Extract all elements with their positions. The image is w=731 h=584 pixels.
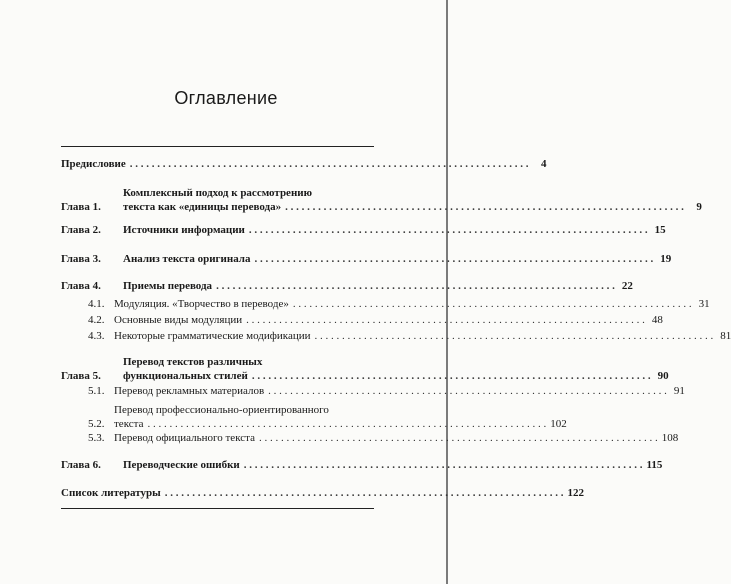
toc-label: Перевод рекламных материалов <box>114 385 265 397</box>
toc-page: 48 <box>651 314 663 326</box>
toc-label: Источники информации <box>123 224 245 236</box>
toc-entry-chapter-3 <box>61 252 672 266</box>
dot-leader <box>246 313 645 327</box>
dot-leader <box>293 297 692 311</box>
toc-entry-section-5-3 <box>88 431 679 445</box>
toc-entry-chapter-6 <box>61 458 663 472</box>
toc-number: Глава 4. <box>61 280 101 292</box>
toc-label-line-2: текста как «единицы перевода» <box>123 201 282 213</box>
dot-leader <box>216 279 615 293</box>
toc-label-line-1: Комплексный подход к рассмотрению <box>123 187 313 199</box>
toc-number: 5.3. <box>88 432 105 444</box>
top-rule <box>61 146 374 147</box>
toc-page: 115 <box>646 459 663 471</box>
toc-entry-chapter-4 <box>61 279 633 293</box>
toc-page: 81 <box>720 330 731 342</box>
toc-page: 122 <box>567 487 584 499</box>
toc-number: Глава 6. <box>61 459 101 471</box>
toc-entry-section-5-1 <box>88 384 685 398</box>
toc-label: Анализ текста оригинала <box>123 253 251 265</box>
toc-number: 4.3. <box>88 330 105 342</box>
toc-page: 108 <box>661 432 679 444</box>
dot-leader <box>147 417 546 431</box>
toc-page: 31 <box>698 298 710 310</box>
toc-number: Глава 2. <box>61 224 101 236</box>
toc-entry-preface <box>61 157 547 171</box>
toc-page: 91 <box>673 385 685 397</box>
dot-leader <box>314 329 713 343</box>
toc-label: Переводческие ошибки <box>123 459 240 471</box>
toc-page: 102 <box>550 418 567 430</box>
toc-entry-references <box>61 486 584 500</box>
dot-leader <box>252 369 651 383</box>
toc-label: Основные виды модуляции <box>114 314 243 326</box>
toc-label-line-2: текста <box>114 418 144 430</box>
toc-number: 4.2. <box>88 314 105 326</box>
dot-leader <box>259 431 658 445</box>
dot-leader <box>268 384 667 398</box>
toc-entry-chapter-2 <box>61 223 666 237</box>
dot-leader <box>254 252 653 266</box>
toc-label: Приемы перевода <box>123 280 213 292</box>
toc-label-line-1: Перевод профессионально-ориентированного <box>114 404 329 416</box>
toc-label: Предисловие <box>61 158 126 170</box>
toc-page: 4 <box>541 158 547 170</box>
toc-label: Перевод официального текста <box>114 432 255 444</box>
dot-leader <box>130 157 529 171</box>
dot-leader <box>285 200 684 214</box>
toc-label-line-2: функциональных стилей <box>123 370 248 382</box>
toc-page: 15 <box>654 224 666 236</box>
toc-label: Некоторые грамматические модификации <box>114 330 311 342</box>
toc-number: Глава 3. <box>61 253 101 265</box>
toc-number: Глава 1. <box>61 201 101 213</box>
toc-page: 22 <box>621 280 633 292</box>
dot-leader <box>244 458 643 472</box>
toc-entry-section-4-1 <box>88 297 710 311</box>
toc-number: 5.1. <box>88 385 105 397</box>
toc-label: Список литературы <box>61 487 161 499</box>
toc-page: 19 <box>660 253 672 265</box>
toc-entry-section-5-2 <box>88 403 567 431</box>
toc-entry-chapter-5 <box>61 355 669 383</box>
toc-page: 9 <box>696 201 702 213</box>
toc-entry-section-4-2 <box>88 313 663 327</box>
toc-number: 5.2. <box>88 418 105 430</box>
toc-page: 90 <box>657 370 669 382</box>
bottom-rule <box>61 508 374 509</box>
toc-entry-chapter-1 <box>61 186 702 214</box>
toc-number: 4.1. <box>88 298 105 310</box>
toc-label: Модуляция. «Творчество в переводе» <box>114 298 289 310</box>
toc-entry-section-4-3 <box>88 329 731 343</box>
dot-leader <box>249 223 648 237</box>
dot-leader <box>165 486 564 500</box>
toc-label-line-1: Перевод текстов различных <box>123 356 263 368</box>
page-title: Оглавление <box>174 88 278 108</box>
toc-number: Глава 5. <box>61 370 101 382</box>
